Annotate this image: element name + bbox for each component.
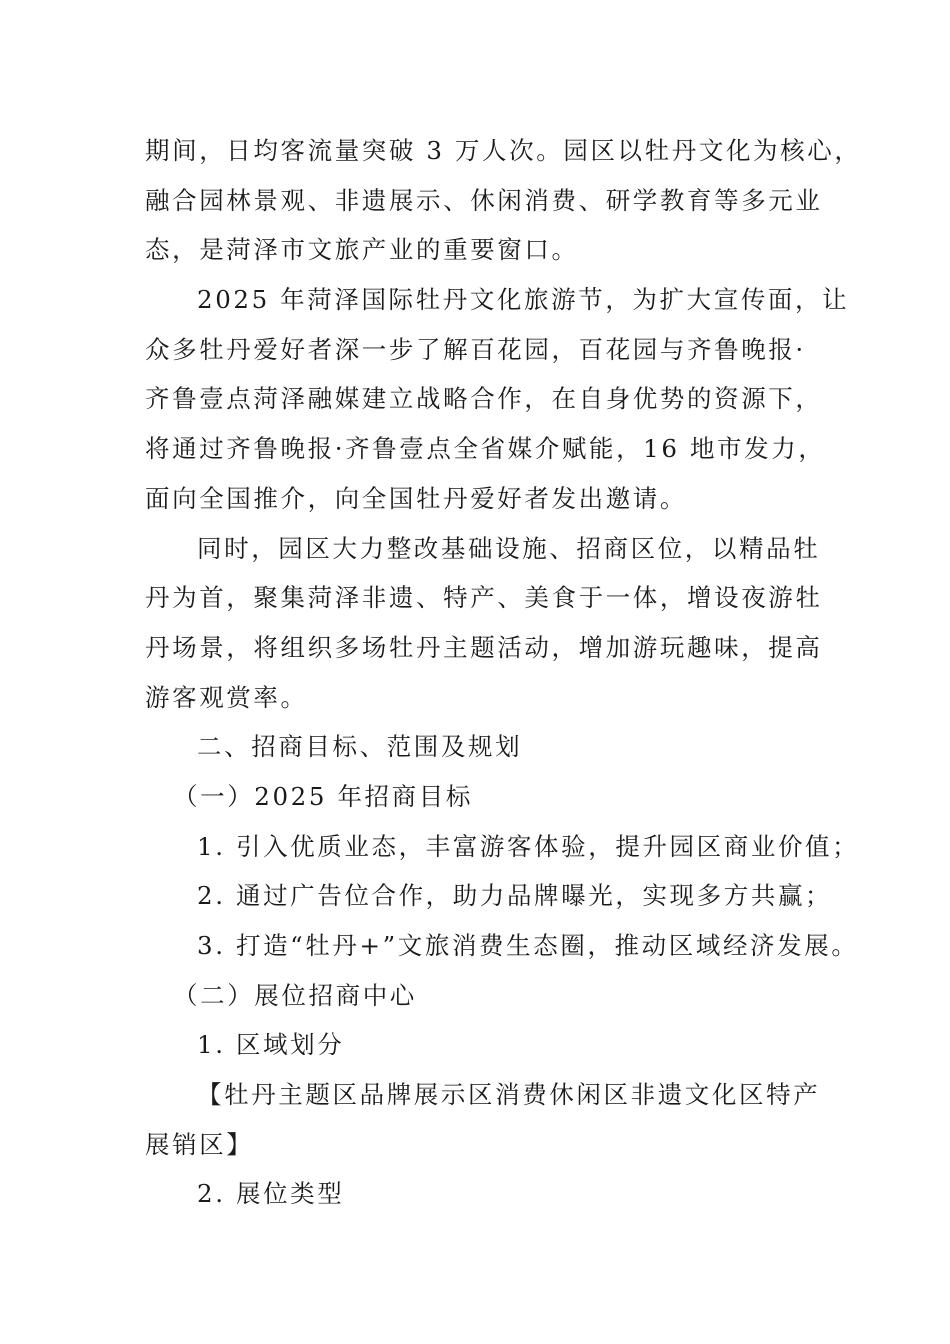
text-line: 众多牡丹爱好者深一步了解百花园，百花园与齐鲁晚报· [145, 334, 806, 364]
text-line: 态，是菏泽市文旅产业的重要窗口。 [145, 235, 579, 265]
section-heading: 二、招商目标、范围及规划 [197, 732, 523, 762]
list-item: 2. 通过广告位合作，助力品牌曝光，实现多方共赢； [197, 881, 833, 911]
document-body [145, 126, 862, 1219]
goals-list [145, 822, 860, 971]
text-line: 期间，日均客流量突破 3 万人次。园区以牡丹文化为核心， [145, 136, 862, 165]
text-line: 齐鲁壹点菏泽融媒建立战略合作，在自身优势的资源下， [145, 384, 823, 414]
list-item: 2. 展位类型 [197, 1179, 345, 1209]
list-item: 1. 区域划分 [197, 1030, 345, 1060]
subsection-heading: （一）2025 年招商目标 [173, 781, 473, 811]
subsection-heading: （二）展位招商中心 [173, 980, 417, 1010]
text-line: 面向全国推介，向全国牡丹爱好者发出邀请。 [145, 483, 687, 513]
text-line: 展销区】 [145, 1129, 254, 1159]
paragraph-overview [145, 126, 862, 275]
text-line: 将通过齐鲁晚报·齐鲁壹点全省媒介赋能，16 地市发力， [145, 434, 826, 464]
paragraph-improvements [145, 524, 823, 723]
paragraph-festival [145, 275, 850, 523]
text-line: 丹场景，将组织多场牡丹主题活动，增加游玩趣味，提高 [145, 632, 823, 662]
text-line: 融合园林景观、非遗展示、休闲消费、研学教育等多元业 [145, 185, 823, 215]
list-item: 3. 打造“牡丹+”文旅消费生态圈，推动区域经济发展。 [197, 931, 859, 960]
text-line: 丹为首，聚集菏泽非遗、特产、美食于一体，增设夜游牡 [145, 583, 823, 613]
text-line: 同时，园区大力整改基础设施、招商区位，以精品牡 [197, 533, 821, 563]
list-item: 1. 引入优质业态，丰富游客体验，提升园区商业价值； [197, 831, 860, 861]
text-line: 游客观赏率。 [145, 682, 308, 712]
paragraph-zones [145, 1070, 821, 1169]
text-line: 2025 年菏泽国际牡丹文化旅游节，为扩大宣传面，让 [197, 285, 850, 315]
text-line: 【牡丹主题区品牌展示区消费休闲区非遗文化区特产 [197, 1080, 821, 1110]
